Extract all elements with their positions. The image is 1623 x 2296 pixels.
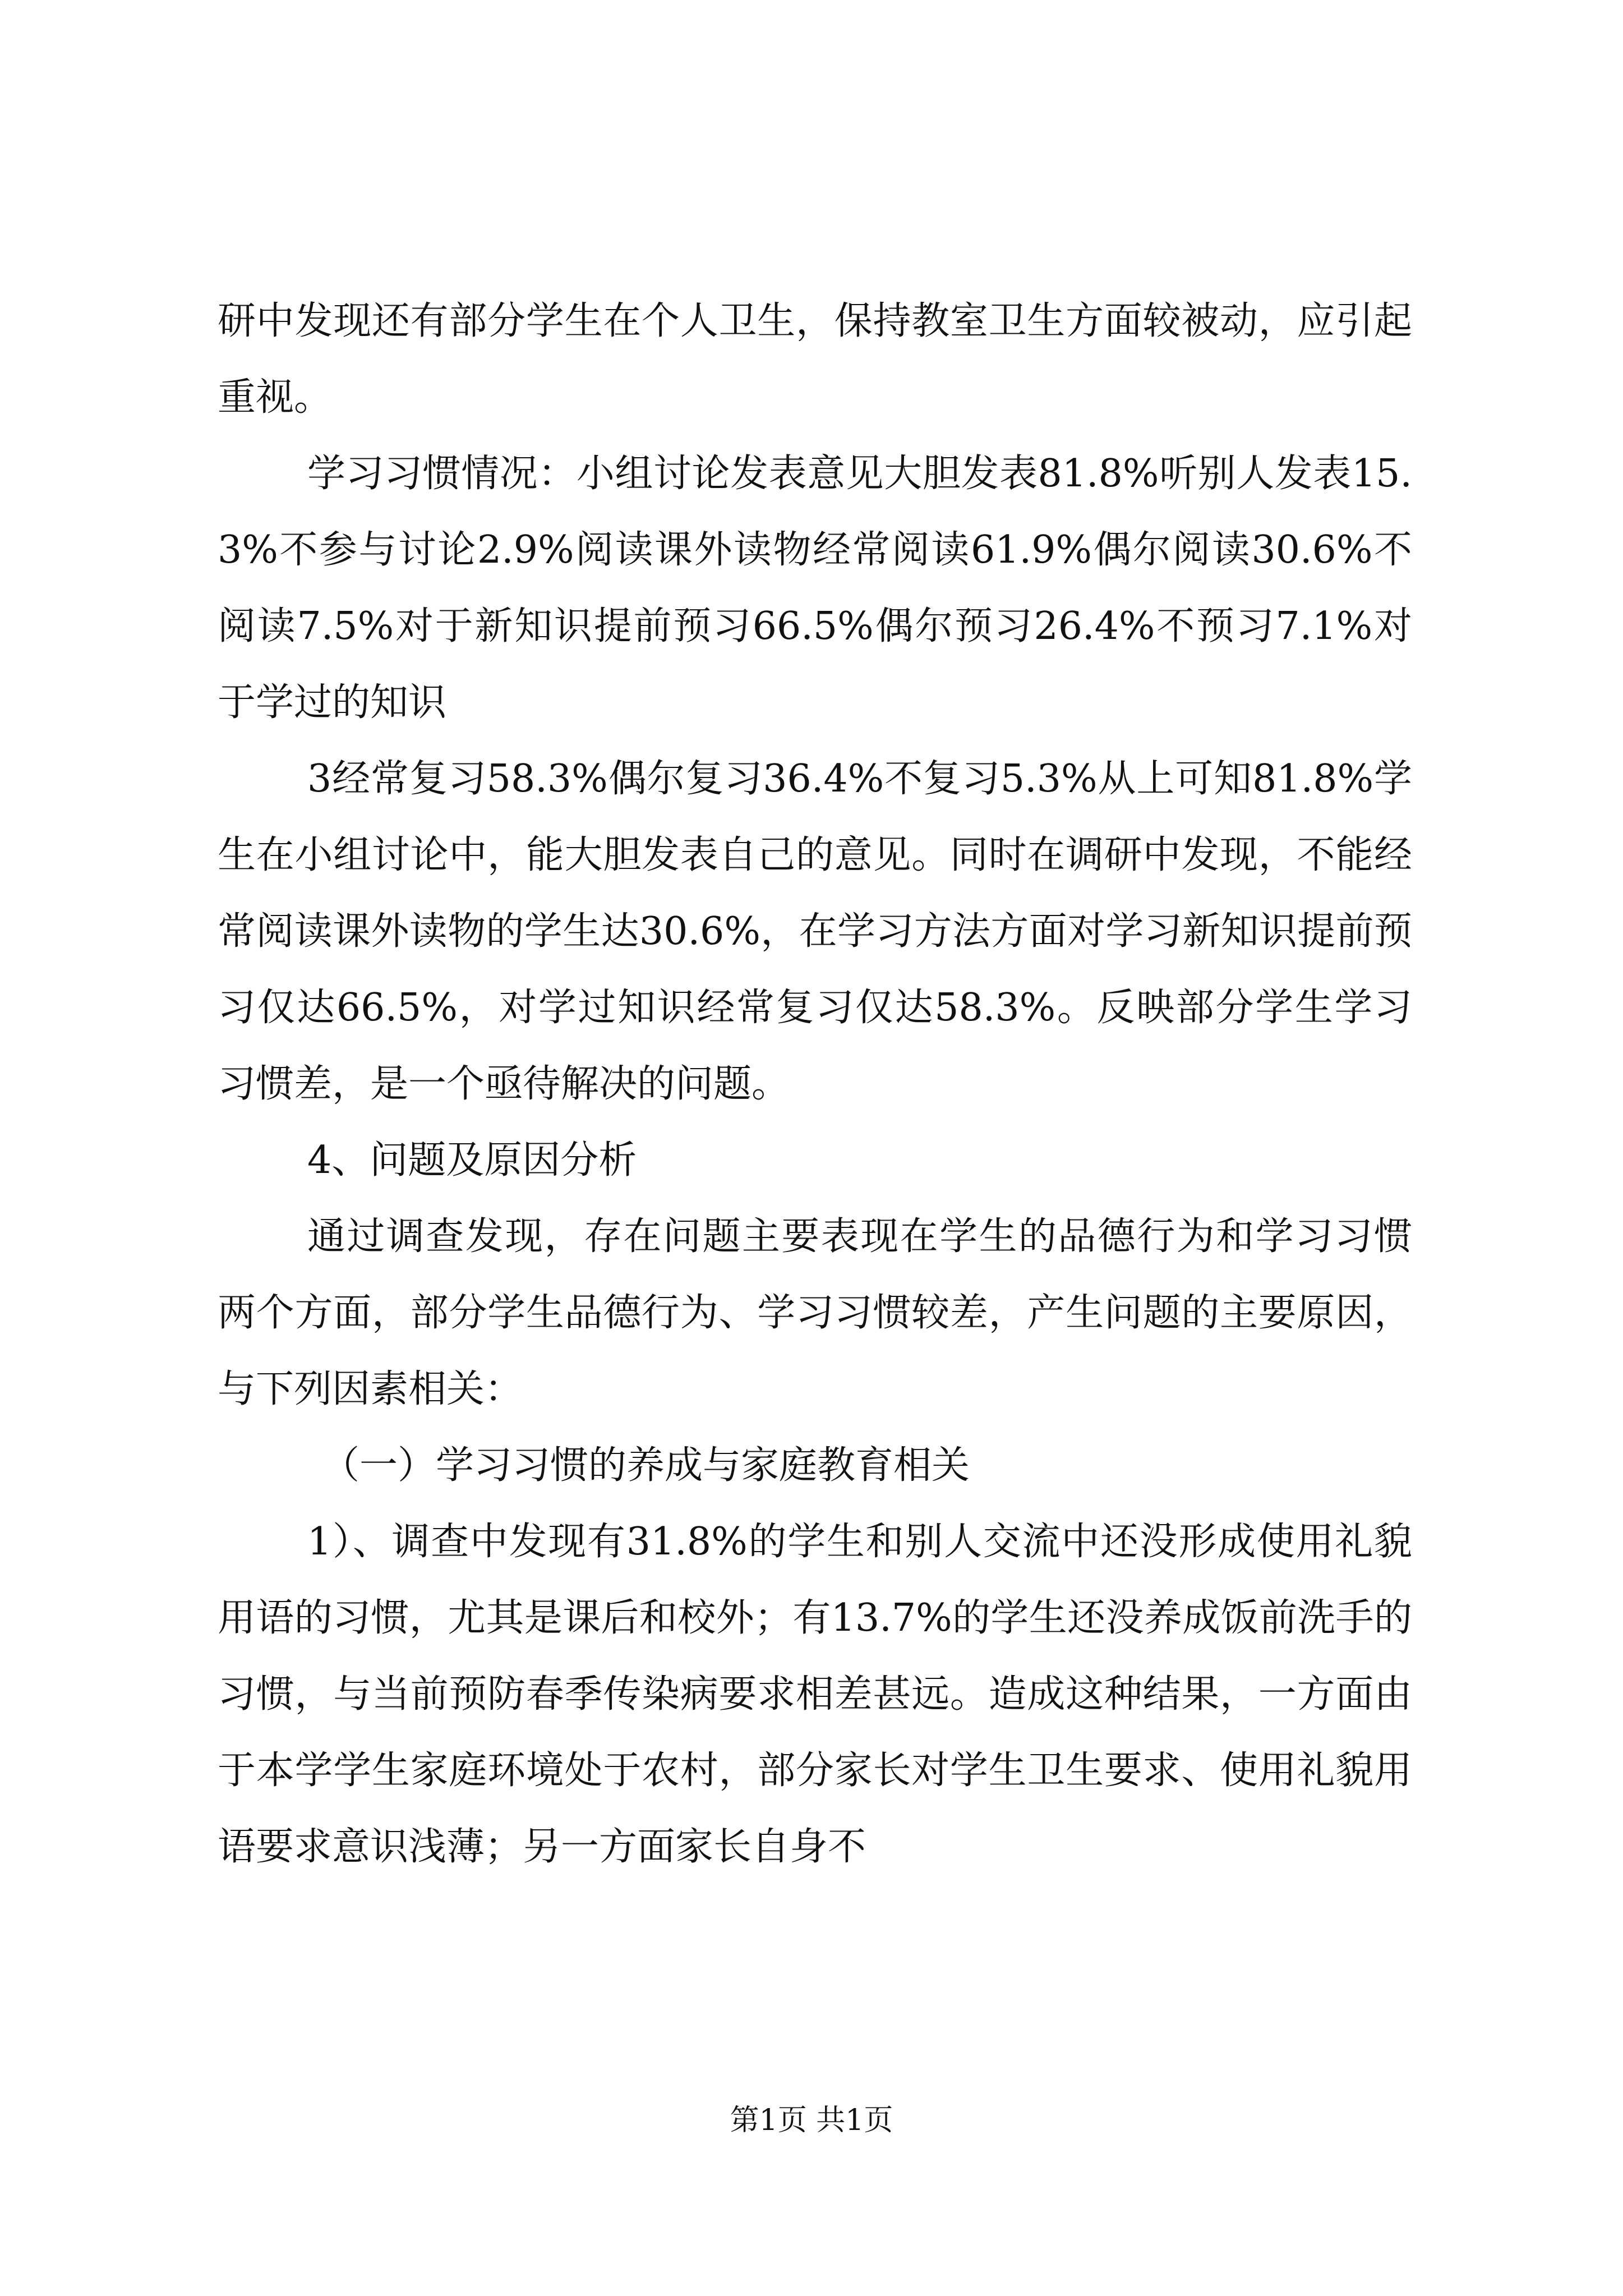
paragraph-courtesy-hygiene: 1）、调查中发现有31.8%的学生和别人交流中还没形成使用礼貌用语的习惯，尤其是课后和校外；有13.7%的学生还没养成饭前洗手的习惯，与当前预防春季传染病要求相差甚远。造成这种结果，一方面由于本学学生家庭环境处于农村，部分家长对学生卫生要求、使用礼貌用语要求意识浅薄；另一方面家长自身不	[218, 1520, 1412, 1869]
page-footer: 第1页 共1页	[730, 2104, 893, 2137]
paragraph-review-stats: 3经常复习58.3%偶尔复习36.4%不复习5.3%从上可知81.8%学生在小组讨论中，能大胆发表自己的意见。同时在调研中发现，不能经常阅读课外读物的学生达30.6%，在学习方法方面对学习新知识提前预习仅达66.5%，对学过知识经常复习仅达58.3%。反映部分学生学习习惯差，是一个亟待解决的问题。	[218, 757, 1412, 1106]
paragraph-survey-findings: 通过调查发现，存在问题主要表现在学生的品德行为和学习习惯两个方面，部分学生品德行为、学习习惯较差，产生问题的主要原因，与下列因素相关：	[218, 1214, 1412, 1411]
paragraph-continuation: 研中发现还有部分学生在个人卫生，保持教室卫生方面较被动，应引起重视。	[218, 299, 1412, 420]
section-heading-problems: 4、问题及原因分析	[307, 1138, 637, 1182]
paragraph-study-habits: 学习习惯情况：小组讨论发表意见大胆发表81.8%听别人发表15.3%不参与讨论2.9%阅读课外读物经常阅读61.9%偶尔阅读30.6%不阅读7.5%对于新知识提前预习66.5%偶尔预习26.4%不预习7.1%对于学过的知识	[218, 452, 1412, 725]
subheading-family-education: （一）学习习惯的养成与家庭教育相关	[321, 1443, 970, 1488]
document-body	[218, 283, 1412, 1885]
